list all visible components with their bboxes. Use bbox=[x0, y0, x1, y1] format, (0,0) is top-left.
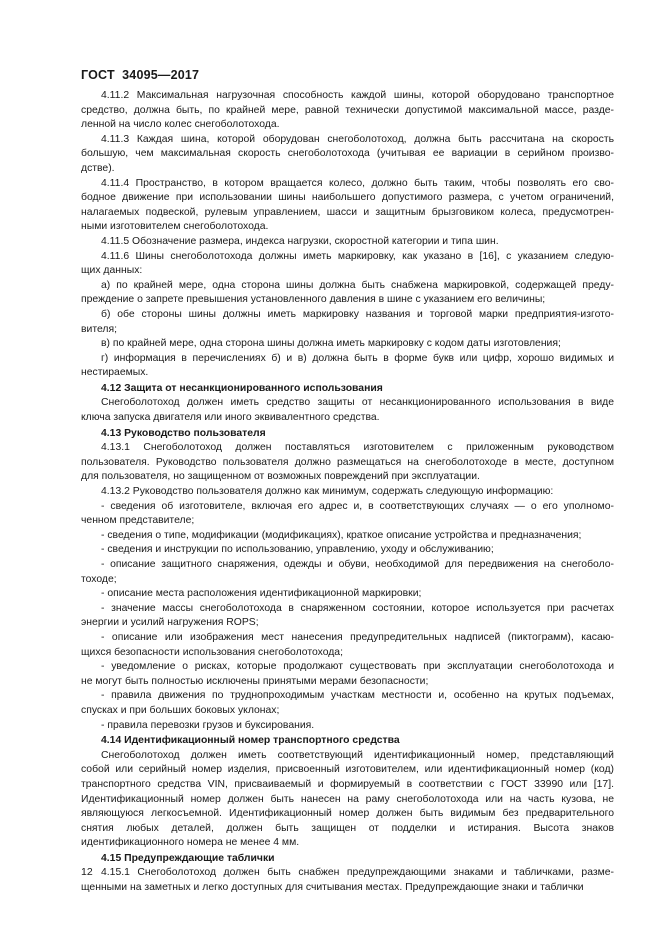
text-line: пользователя. Руководство пользователя должно размещаться на снегоболотоходе в месте, доступном bbox=[81, 456, 614, 468]
text-line: - уведомление о рисках, которые продолжают существовать при эксплуатации снегоболотохода и bbox=[101, 661, 614, 673]
paragraph bbox=[81, 133, 614, 177]
text-line: - сведения о типе, модификации (модификациях), краткое описание устройства и предназначения; bbox=[101, 529, 582, 541]
text-line: бодное движение при использовании шины наибольшего допустимого размера, с учетом ограничений, bbox=[81, 192, 614, 204]
text-line: б) обе стороны шины должны иметь маркировку названия и торговой марки предприятия-изгото- bbox=[101, 308, 614, 320]
text-line: - значение массы снегоболотохода в снаряженном состоянии, которое используется при расчетах bbox=[101, 602, 614, 614]
document-header: ГОСТ 34095—2017 bbox=[81, 68, 200, 82]
text-line: ключа запуска двигателя или иного эквивалентного средства. bbox=[81, 412, 380, 424]
paragraph bbox=[81, 396, 614, 425]
text-line: для пользователя, но защищенном от возможных повреждений при эксплуатации. bbox=[81, 471, 480, 483]
paragraph bbox=[81, 500, 614, 529]
text-line: щих данных: bbox=[81, 265, 143, 277]
text-line: - правила движения по труднопроходимым участкам местности и, особенно на крутых подъемах, bbox=[101, 690, 614, 702]
text-line: тоходе; bbox=[81, 573, 117, 585]
text-line: идентификационного номера не менее 4 мм. bbox=[81, 837, 300, 849]
paragraph bbox=[81, 558, 614, 587]
text-line: транспортного средства VIN, присваиваемый и формируемый в соответствии с ГОСТ 33990 или [17]. bbox=[81, 778, 614, 790]
text-line: щенными на заметных и легко доступных для считывания местах. Предупреждающие знаки и таблички bbox=[81, 882, 584, 894]
text-line: 4.11.6 Шины снегоболотохода должны иметь маркировку, как указано в [16], с указанием следую- bbox=[101, 250, 614, 262]
text-line: 4.11.4 Пространство, в котором вращается колесо, должно быть таким, чтобы позволять его сво- bbox=[101, 177, 614, 189]
page-number: 12 bbox=[81, 866, 93, 878]
text-line: дстве). bbox=[81, 162, 115, 174]
text-line: г) информация в перечислениях б) и в) должна быть в форме букв или цифр, хорошо видимых и bbox=[101, 352, 614, 364]
paragraph bbox=[81, 279, 614, 308]
text-line: собой или серийный номер изделия, присвоенный изготовителем, или идентификационный номер (код) bbox=[81, 764, 614, 776]
text-line: преждение о запрете превышения установленного давления в шине с указанием его величины; bbox=[81, 294, 546, 306]
paragraph bbox=[81, 352, 614, 381]
paragraph bbox=[81, 602, 614, 631]
text-line: 4.15 Предупреждающие таблички bbox=[101, 852, 275, 864]
text-line: 4.11.3 Каждая шина, которой оборудован снегоболотоход, должна быть рассчитана на скорость bbox=[101, 133, 614, 145]
section-heading bbox=[81, 427, 614, 442]
text-line: - сведения об изготовителе, включая его адрес и, в соответствующих случаях — о его уполномо- bbox=[101, 500, 614, 512]
paragraph bbox=[81, 749, 614, 851]
paragraph bbox=[81, 631, 614, 660]
paragraph bbox=[81, 337, 614, 352]
paragraph bbox=[81, 250, 614, 279]
text-line: 4.15.1 Снегоболотоход должен быть снабжен предупреждающими знаками и табличками, разме- bbox=[101, 867, 614, 879]
text-line: 4.11.2 Максимальная нагрузочная способность каждой шины, которой оборудовано транспортное bbox=[101, 90, 614, 101]
text-line: Снегоболотоход должен иметь средство защиты от несанкционированного использования в виде bbox=[101, 397, 614, 409]
text-line: 4.11.5 Обозначение размера, индекса нагрузки, скоростной категории и типа шин. bbox=[101, 235, 499, 247]
text-line: 4.12 Защита от несанкционированного использования bbox=[101, 382, 383, 394]
text-line: являющуюся легкосъемной. Идентификационный номер должен быть видимым без предварительного bbox=[81, 808, 614, 820]
paragraph bbox=[81, 529, 614, 544]
text-line: 4.13.2 Руководство пользователя должно как минимум, содержать следующую информацию: bbox=[101, 486, 554, 498]
text-line: энергии и усилий нагружения ROPS; bbox=[81, 617, 259, 629]
section-heading bbox=[81, 852, 614, 867]
text-line: - описание защитного снаряжения, одежды и обуви, необходимой для передвижения на снегоболо- bbox=[101, 559, 614, 570]
paragraph bbox=[81, 235, 614, 250]
paragraph bbox=[81, 441, 614, 485]
text-line: 4.14 Идентификационный номер транспортного средства bbox=[101, 735, 400, 747]
text-line: - описание или изображения мест нанесения предупредительных надписей (пиктограмм), касаю- bbox=[101, 631, 614, 643]
paragraph bbox=[81, 89, 614, 133]
section-heading bbox=[81, 734, 614, 749]
paragraph bbox=[81, 660, 614, 689]
text-line: - описание места расположения идентификационной маркировки; bbox=[101, 588, 422, 600]
paragraph bbox=[81, 177, 614, 235]
paragraph bbox=[81, 543, 614, 558]
text-line: ленной на число колес снегоболотохода. bbox=[81, 119, 280, 131]
text-line: щихся безопасности использования снегоболотохода; bbox=[81, 646, 343, 658]
paragraph bbox=[81, 689, 614, 718]
text-line: ными изготовителем снегоболотохода. bbox=[81, 221, 269, 233]
paragraph bbox=[81, 866, 614, 895]
document-body bbox=[0, 89, 661, 896]
section-heading bbox=[81, 382, 614, 397]
text-line: в) по крайней мере, одна сторона шины должна иметь маркировку с кодом даты изготовления; bbox=[101, 338, 561, 350]
text-line: снятия любых деталей, должен быть защищен от подделки и истирания. Высота знаков bbox=[81, 822, 614, 834]
text-line: Идентификационный номер должен быть нанесен на раму снегоболотохода или на часть кузова, не bbox=[81, 793, 614, 805]
text-line: ченном представителе; bbox=[81, 515, 195, 527]
text-line: - правила перевозки грузов и буксирования. bbox=[101, 719, 315, 731]
text-line: спусках и при больших боковых уклонах; bbox=[81, 704, 280, 716]
text-line: не могут быть полностью исключены принятыми мерами безопасности; bbox=[81, 675, 429, 687]
text-line: вителя; bbox=[81, 323, 117, 335]
text-line: нестираемых. bbox=[81, 367, 149, 379]
text-line: большую, чем максимальная скорость снегоболотохода (учитывая ее вариации в серийном произво- bbox=[81, 148, 614, 160]
text-line: а) по крайней мере, одна сторона шины должна быть снабжена маркировкой, содержащей преду- bbox=[101, 279, 614, 291]
text-line: Снегоболотоход должен иметь соответствующий идентификационный номер, представляющий bbox=[101, 749, 614, 761]
paragraph bbox=[81, 485, 614, 500]
text-line: - сведения и инструкции по использованию, управлению, уходу и обслуживанию; bbox=[101, 544, 494, 556]
paragraph bbox=[81, 587, 614, 602]
text-line: 4.13 Руководство пользователя bbox=[101, 427, 266, 439]
paragraph bbox=[81, 308, 614, 337]
text-line: средство, должна быть, по крайней мере, равной технически допустимой максимальной массе, разде- bbox=[81, 104, 614, 116]
text-line: налагаемых подвеской, рулевым управлением, шасси и защитным брызговиком колеса, предусмотрен- bbox=[81, 206, 614, 218]
paragraph bbox=[81, 719, 614, 734]
text-line: 4.13.1 Снегоболотоход должен поставляться изготовителем с приложенным руководством bbox=[101, 442, 614, 454]
